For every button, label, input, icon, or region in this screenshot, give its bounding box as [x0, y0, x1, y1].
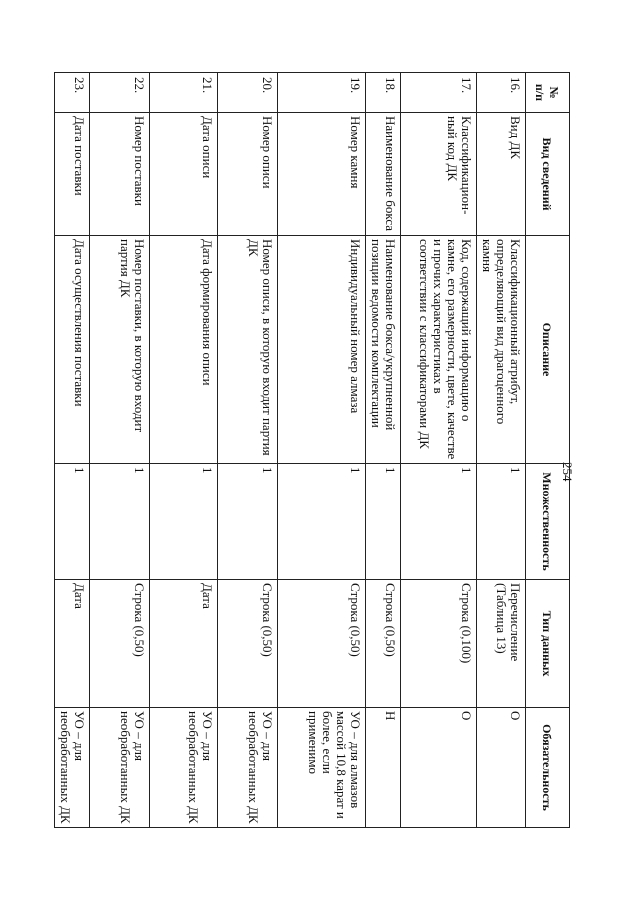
- cell-multiplicity: 1: [90, 464, 150, 580]
- header-mandatory: Обязательность: [526, 708, 570, 828]
- table-row: [218, 73, 278, 828]
- header-description: Описание: [526, 236, 570, 464]
- table-row: [278, 73, 366, 828]
- cell-kind: Вид ДК: [477, 113, 526, 236]
- table-row: [150, 73, 218, 828]
- cell-description: Номер поставки, в которую входит партия ДК: [90, 236, 150, 464]
- cell-data-type: Перечисление (Таблица 13): [477, 580, 526, 708]
- cell-mandatory: УО – для алмазов массой 10,8 карат и более, если применимо: [278, 708, 366, 828]
- header-data-type: Тип данных: [526, 580, 570, 708]
- cell-data-type: Дата: [150, 580, 218, 708]
- cell-kind: Наименование бокса: [366, 113, 401, 236]
- cell-num: 23.: [55, 73, 90, 113]
- table-row: [55, 73, 90, 828]
- cell-description: Индивидуальный номер алмаза: [278, 236, 366, 464]
- header-kind: Вид сведений: [526, 113, 570, 236]
- cell-num: 18.: [366, 73, 401, 113]
- cell-mandatory: Н: [366, 708, 401, 828]
- cell-num: 21.: [150, 73, 218, 113]
- cell-multiplicity: 1: [218, 464, 278, 580]
- cell-data-type: Строка (0,50): [218, 580, 278, 708]
- header-multiplicity: Множественность: [526, 464, 570, 580]
- table-row: [477, 73, 526, 828]
- rotated-table-container: [58, 72, 570, 827]
- header-row: [526, 73, 570, 828]
- cell-data-type: Строка (0,50): [90, 580, 150, 708]
- page-number: 254: [560, 462, 575, 482]
- cell-data-type: Дата: [55, 580, 90, 708]
- cell-mandatory: УО – для необработанных ДК: [55, 708, 90, 828]
- table-row: [401, 73, 477, 828]
- cell-mandatory: О: [477, 708, 526, 828]
- cell-num: 22.: [90, 73, 150, 113]
- cell-kind: Дата поставки: [55, 113, 90, 236]
- cell-description: Код, содержащий информацию о камне, его размерности, цвете, качестве и прочих характеристиках в соответствии с классификаторами ДК: [401, 236, 477, 464]
- cell-multiplicity: 1: [366, 464, 401, 580]
- cell-description: Дата формирования описи: [150, 236, 218, 464]
- cell-num: 17.: [401, 73, 477, 113]
- cell-mandatory: УО – для необработанных ДК: [150, 708, 218, 828]
- cell-data-type: Строка (0,50): [278, 580, 366, 708]
- cell-description: Номер описи, в которую входит партия ДК: [218, 236, 278, 464]
- cell-kind: Дата описи: [150, 113, 218, 236]
- table-row: [90, 73, 150, 828]
- cell-data-type: Строка (0,50): [366, 580, 401, 708]
- cell-num: 20.: [218, 73, 278, 113]
- cell-mandatory: УО – для необработанных ДК: [90, 708, 150, 828]
- cell-multiplicity: 1: [150, 464, 218, 580]
- cell-multiplicity: 1: [477, 464, 526, 580]
- header-num: № п/п: [526, 73, 570, 113]
- cell-mandatory: УО – для необработанных ДК: [218, 708, 278, 828]
- cell-multiplicity: 1: [278, 464, 366, 580]
- cell-kind: Классификацион-ный код ДК: [401, 113, 477, 236]
- cell-num: 16.: [477, 73, 526, 113]
- cell-num: 19.: [278, 73, 366, 113]
- cell-kind: Номер описи: [218, 113, 278, 236]
- cell-kind: Номер поставки: [90, 113, 150, 236]
- cell-data-type: Строка (0,100): [401, 580, 477, 708]
- cell-description: Наименование бокса/укрупненной позиции ведомости комплектации: [366, 236, 401, 464]
- cell-description: Классификационный атрибут, определяющий вид драгоценного камня: [477, 236, 526, 464]
- table-row: [366, 73, 401, 828]
- data-table: [54, 72, 570, 828]
- cell-mandatory: О: [401, 708, 477, 828]
- cell-multiplicity: 1: [55, 464, 90, 580]
- cell-multiplicity: 1: [401, 464, 477, 580]
- cell-description: Дата осуществления поставки: [55, 236, 90, 464]
- cell-kind: Номер камня: [278, 113, 366, 236]
